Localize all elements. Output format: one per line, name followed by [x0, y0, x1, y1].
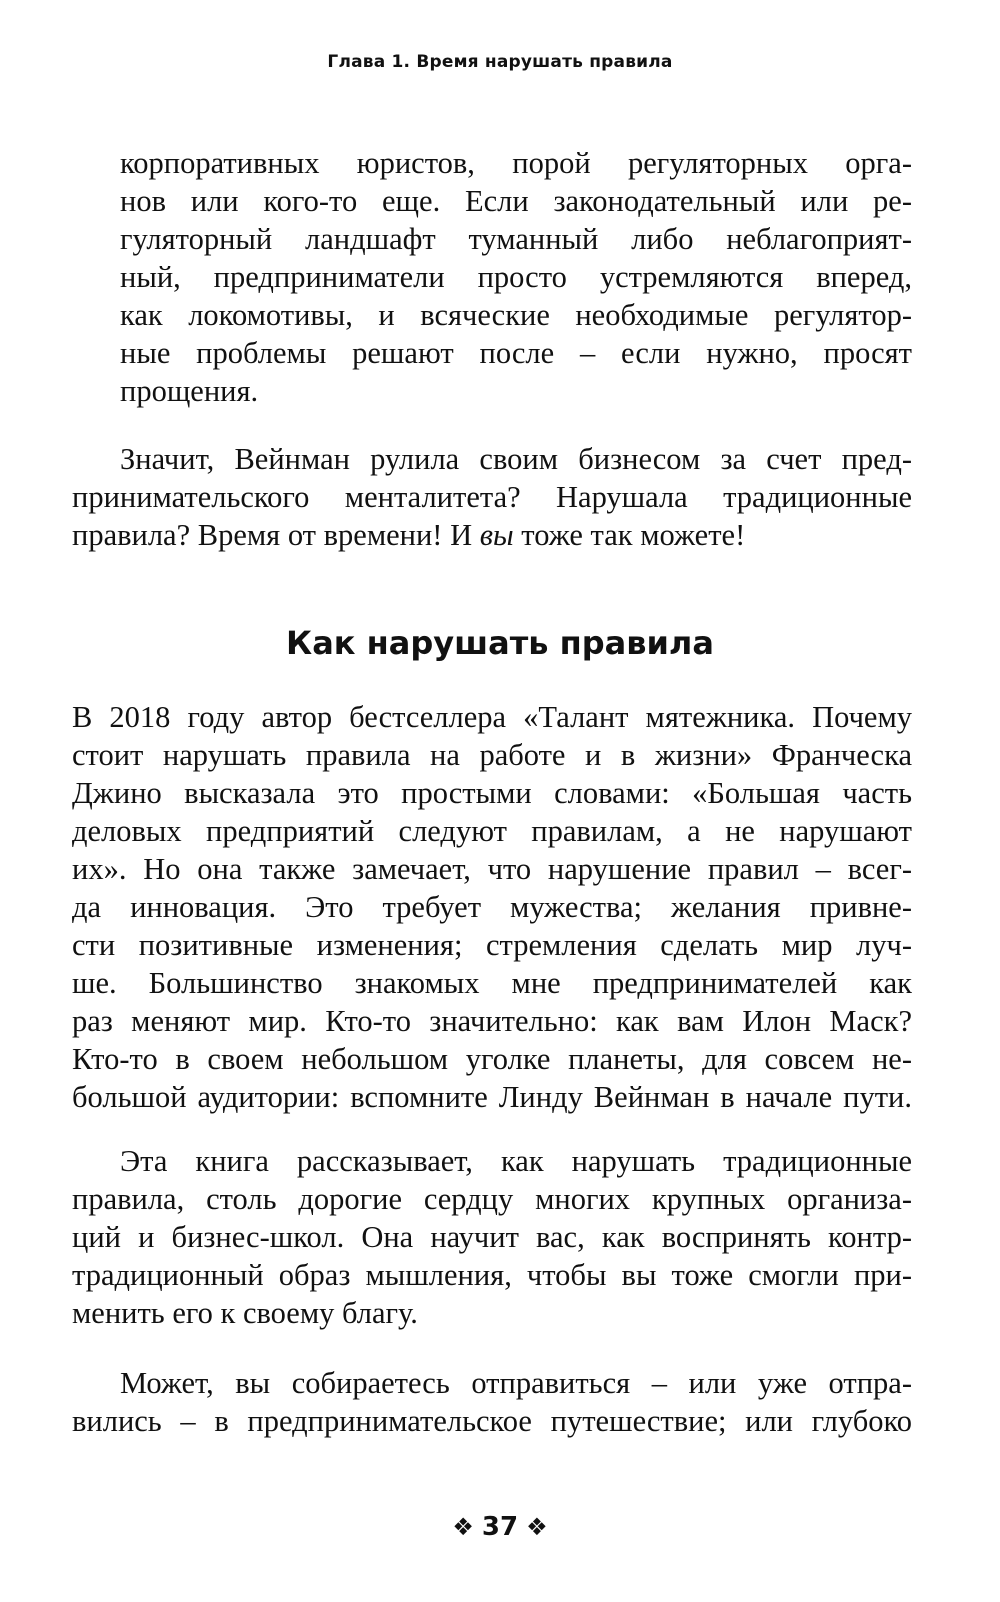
paragraph-line: Может, вы собираетесь отправиться – или уже отпра-	[120, 1366, 912, 1400]
paragraph-line: деловых предприятий следуют правилам, а не нарушают	[72, 814, 912, 848]
paragraph-line: прощения.	[120, 374, 259, 408]
paragraph-1	[120, 144, 912, 410]
paragraph-line: Джино высказала это простыми словами: «Большая часть	[72, 776, 912, 810]
paragraph-2	[72, 440, 912, 554]
paragraph-5	[72, 1364, 912, 1440]
paragraph-line: раз меняют мир. Кто-то значительно: как вам Илон Маск?	[72, 1004, 912, 1038]
paragraph-line: Значит, Вейнман рулила своим бизнесом за счет пред-	[120, 442, 912, 476]
paragraph-line: корпоративных юристов, порой регуляторных орга-	[120, 146, 912, 180]
paragraph-line: вились – в предпринимательское путешествие; или глубоко	[72, 1404, 912, 1438]
paragraph-line: сти позитивные изменения; стремления сделать мир луч-	[72, 928, 912, 962]
running-head: Глава 1. Время нарушать правила	[327, 52, 673, 72]
paragraph-line: Эта книга рассказывает, как нарушать традиционные	[120, 1144, 912, 1178]
paragraph-line: как локомотивы, и всяческие необходимые регулятор-	[120, 298, 912, 332]
paragraph-line: ций и бизнес-школ. Она научит вас, как воспринять контр-	[72, 1220, 912, 1254]
paragraph-line: традиционный образ мышления, чтобы вы тоже смогли при-	[72, 1258, 912, 1292]
emphasis-text: вы	[479, 518, 514, 552]
paragraph-line: Кто-то в своем небольшом уголке планеты, для совсем не-	[72, 1042, 912, 1076]
paragraph-line: нов или кого-то еще. Если законодательный или ре-	[120, 184, 912, 218]
paragraph-4	[72, 1142, 912, 1332]
page-number: 37	[481, 1512, 519, 1542]
paragraph-3	[72, 698, 912, 1116]
text-run: правила? Время от времени! И	[72, 518, 480, 552]
text-run: тоже так можете!	[513, 518, 746, 552]
section-heading: Как нарушать правила	[286, 624, 714, 662]
paragraph-line: ный, предприниматели просто устремляются вперед,	[120, 260, 912, 294]
paragraph-line: менить его к своему благу.	[72, 1296, 418, 1330]
diamond-ornament-icon: ❖	[526, 1513, 548, 1541]
paragraph-line	[72, 516, 912, 554]
paragraph-line: их». Но она также замечает, что нарушение правил – всег-	[72, 852, 912, 886]
paragraph-line: В 2018 году автор бестселлера «Талант мятежника. Почему	[72, 700, 912, 734]
paragraph-line: принимательского менталитета? Нарушала традиционные	[72, 480, 912, 514]
paragraph-line: гуляторный ландшафт туманный либо неблагоприят-	[120, 222, 912, 256]
paragraph-line: ные проблемы решают после – если нужно, просят	[120, 336, 912, 370]
paragraph-line: стоит нарушать правила на работе и в жизни» Франческа	[72, 738, 912, 772]
diamond-ornament-icon: ❖	[452, 1513, 474, 1541]
paragraph-line: большой аудитории: вспомните Линду Вейнман в начале пути.	[72, 1080, 912, 1114]
paragraph-line: правила, столь дорогие сердцу многих крупных организа-	[72, 1182, 912, 1216]
paragraph-line: ше. Большинство знакомых мне предпринимателей как	[72, 966, 912, 1000]
page-folio	[0, 1512, 1000, 1542]
paragraph-line: да инновация. Это требует мужества; желания привне-	[72, 890, 912, 924]
